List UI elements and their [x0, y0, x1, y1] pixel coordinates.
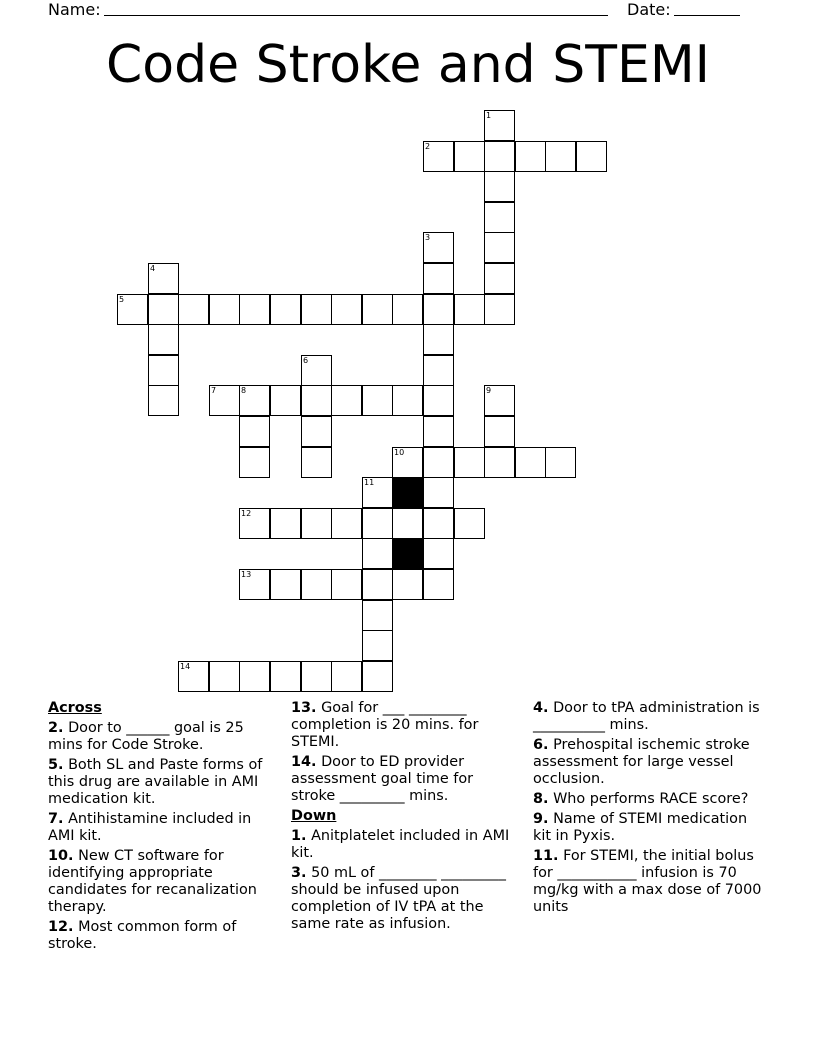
grid-cell[interactable] — [423, 385, 454, 416]
name-field[interactable] — [104, 15, 608, 16]
clue-text: Who performs RACE score? — [553, 791, 749, 807]
grid-block — [392, 538, 423, 569]
grid-cell[interactable] — [270, 508, 301, 539]
grid-cell[interactable] — [209, 385, 240, 416]
clue-text: For STEMI, the initial bolus for ___________ infusion is 70 mg/kg with a max dose of 7000 units — [533, 848, 762, 915]
grid-cell[interactable] — [148, 294, 179, 325]
grid-cell[interactable] — [423, 538, 454, 569]
clue-text: Anitplatelet included in AMI kit. — [291, 828, 510, 861]
clue-number: 7 — [211, 386, 217, 395]
grid-block — [392, 477, 423, 508]
grid-cell[interactable] — [423, 416, 454, 447]
grid-cell[interactable] — [301, 385, 332, 416]
grid-cell[interactable] — [454, 447, 485, 478]
date-field[interactable] — [674, 15, 740, 16]
clue-text: New CT software for identifying appropriate candidates for recanalization therapy. — [48, 848, 257, 915]
grid-cell[interactable] — [362, 477, 393, 508]
grid-cell[interactable] — [423, 141, 454, 172]
clue-num: 1. — [291, 828, 307, 844]
grid-cell[interactable] — [423, 355, 454, 386]
grid-cell[interactable] — [301, 661, 332, 692]
grid-cell[interactable] — [301, 569, 332, 600]
grid-cell[interactable] — [301, 294, 332, 325]
clue-number: 9 — [486, 386, 492, 395]
clue-number: 5 — [119, 295, 125, 304]
grid-cell[interactable] — [362, 661, 393, 692]
grid-cell[interactable] — [545, 141, 576, 172]
down-clue — [533, 811, 765, 845]
clue-text: Name of STEMI medication kit in Pyxis. — [533, 811, 748, 844]
clue-text: Door to ED provider assessment goal time for stroke _________ mins. — [291, 754, 474, 804]
grid-cell[interactable] — [454, 294, 485, 325]
grid-cell[interactable] — [484, 110, 515, 141]
grid-cell[interactable] — [331, 508, 362, 539]
clue-text: Both SL and Paste forms of this drug are available in AMI medication kit. — [48, 757, 263, 807]
clue-number: 2 — [425, 142, 431, 151]
clue-text: Door to ______ goal is 25 mins for Code Stroke. — [48, 720, 244, 753]
grid-cell[interactable] — [362, 385, 393, 416]
clue-number: 14 — [180, 662, 191, 671]
clue-number: 6 — [303, 356, 309, 365]
grid-cell[interactable] — [484, 171, 515, 202]
grid-cell[interactable] — [423, 324, 454, 355]
grid-cell[interactable] — [239, 294, 270, 325]
across-clue — [48, 720, 276, 754]
grid-cell[interactable] — [178, 661, 209, 692]
grid-cell[interactable] — [545, 447, 576, 478]
grid-cell[interactable] — [209, 294, 240, 325]
grid-cell[interactable] — [484, 385, 515, 416]
down-clue — [533, 737, 765, 788]
grid-cell[interactable] — [423, 477, 454, 508]
clue-num: 13. — [291, 700, 317, 716]
grid-cell[interactable] — [484, 141, 515, 172]
down-clue — [533, 848, 765, 916]
grid-cell[interactable] — [301, 508, 332, 539]
clue-number: 13 — [241, 570, 252, 579]
grid-cell[interactable] — [484, 416, 515, 447]
clue-num: 8. — [533, 791, 549, 807]
across-clue — [48, 811, 276, 845]
clue-num: 7. — [48, 811, 64, 827]
grid-cell[interactable] — [148, 355, 179, 386]
grid-cell[interactable] — [392, 569, 423, 600]
grid-cell[interactable] — [331, 569, 362, 600]
grid-cell[interactable] — [148, 263, 179, 294]
clue-column-1 — [48, 700, 276, 956]
grid-cell[interactable] — [362, 569, 393, 600]
clue-text: Door to tPA administration is __________ mins. — [533, 700, 760, 733]
down-clue — [533, 700, 765, 734]
clue-num: 4. — [533, 700, 549, 716]
across-clue — [291, 754, 517, 805]
clue-number: 8 — [241, 386, 247, 395]
page-title: Code Stroke and STEMI — [105, 35, 711, 95]
clue-num: 3. — [291, 865, 307, 881]
grid-cell[interactable] — [362, 600, 393, 631]
clue-num: 9. — [533, 811, 549, 827]
clue-num: 14. — [291, 754, 317, 770]
grid-cell[interactable] — [362, 630, 393, 661]
across-heading: Across — [48, 700, 102, 716]
grid-cell[interactable] — [484, 202, 515, 233]
clue-column-2 — [291, 700, 517, 936]
grid-cell[interactable] — [392, 294, 423, 325]
name-label: Name: — [48, 0, 101, 19]
grid-cell[interactable] — [301, 355, 332, 386]
grid-cell[interactable] — [331, 661, 362, 692]
grid-cell[interactable] — [423, 569, 454, 600]
header-row — [48, 0, 748, 20]
across-clue — [48, 757, 276, 808]
clue-text: Most common form of stroke. — [48, 919, 237, 952]
grid-cell[interactable] — [484, 294, 515, 325]
grid-cell[interactable] — [362, 294, 393, 325]
grid-cell[interactable] — [454, 508, 485, 539]
grid-cell[interactable] — [239, 447, 270, 478]
grid-cell[interactable] — [576, 141, 607, 172]
grid-cell[interactable] — [301, 447, 332, 478]
grid-cell[interactable] — [392, 508, 423, 539]
clue-text: Prehospital ischemic stroke assessment for large vessel occlusion. — [533, 737, 750, 787]
grid-cell[interactable] — [117, 294, 148, 325]
grid-cell[interactable] — [270, 569, 301, 600]
grid-cell[interactable] — [239, 508, 270, 539]
grid-cell[interactable] — [239, 661, 270, 692]
grid-cell[interactable] — [270, 385, 301, 416]
grid-cell[interactable] — [331, 385, 362, 416]
clue-text: 50 mL of ________ _________ should be infused upon completion of IV tPA at the same rate as infusion. — [291, 865, 506, 932]
date-label: Date: — [627, 0, 671, 19]
clue-number: 12 — [241, 509, 252, 518]
clue-num: 2. — [48, 720, 64, 736]
clue-num: 11. — [533, 848, 559, 864]
clue-num: 6. — [533, 737, 549, 753]
grid-cell[interactable] — [362, 538, 393, 569]
grid-cell[interactable] — [239, 416, 270, 447]
clue-number: 11 — [364, 478, 375, 487]
grid-cell[interactable] — [484, 263, 515, 294]
grid-cell[interactable] — [270, 294, 301, 325]
grid-cell[interactable] — [484, 447, 515, 478]
grid-cell[interactable] — [239, 569, 270, 600]
grid-cell[interactable] — [178, 294, 209, 325]
grid-cell[interactable] — [423, 232, 454, 263]
grid-cell[interactable] — [148, 324, 179, 355]
grid-cell[interactable] — [392, 385, 423, 416]
clue-text: Antihistamine included in AMI kit. — [48, 811, 252, 844]
grid-cell[interactable] — [423, 447, 454, 478]
grid-cell[interactable] — [392, 447, 423, 478]
clue-column-3 — [533, 700, 765, 919]
grid-cell[interactable] — [484, 232, 515, 263]
grid-cell[interactable] — [423, 294, 454, 325]
clue-num: 10. — [48, 848, 74, 864]
grid-cell[interactable] — [331, 294, 362, 325]
clue-text: Goal for ___ ________ completion is 20 mins. for STEMI. — [291, 700, 479, 750]
down-heading: Down — [291, 808, 337, 824]
down-clue — [291, 828, 517, 862]
clue-num: 5. — [48, 757, 64, 773]
grid-cell[interactable] — [423, 263, 454, 294]
across-clue — [291, 700, 517, 751]
clue-number: 4 — [150, 264, 156, 273]
grid-cell[interactable] — [270, 661, 301, 692]
grid-cell[interactable] — [515, 447, 546, 478]
grid-cell[interactable] — [454, 141, 485, 172]
clue-number: 3 — [425, 233, 431, 242]
grid-cell[interactable] — [362, 508, 393, 539]
down-clue — [533, 791, 765, 808]
grid-cell[interactable] — [209, 661, 240, 692]
grid-cell[interactable] — [239, 385, 270, 416]
across-clue — [48, 848, 276, 916]
grid-cell[interactable] — [515, 141, 546, 172]
clue-num: 12. — [48, 919, 74, 935]
grid-cell[interactable] — [301, 416, 332, 447]
clue-number: 10 — [394, 448, 405, 457]
grid-cell[interactable] — [148, 385, 179, 416]
down-clue — [291, 865, 517, 933]
grid-cell[interactable] — [423, 508, 454, 539]
clue-number: 1 — [486, 111, 492, 120]
across-clue — [48, 919, 276, 953]
